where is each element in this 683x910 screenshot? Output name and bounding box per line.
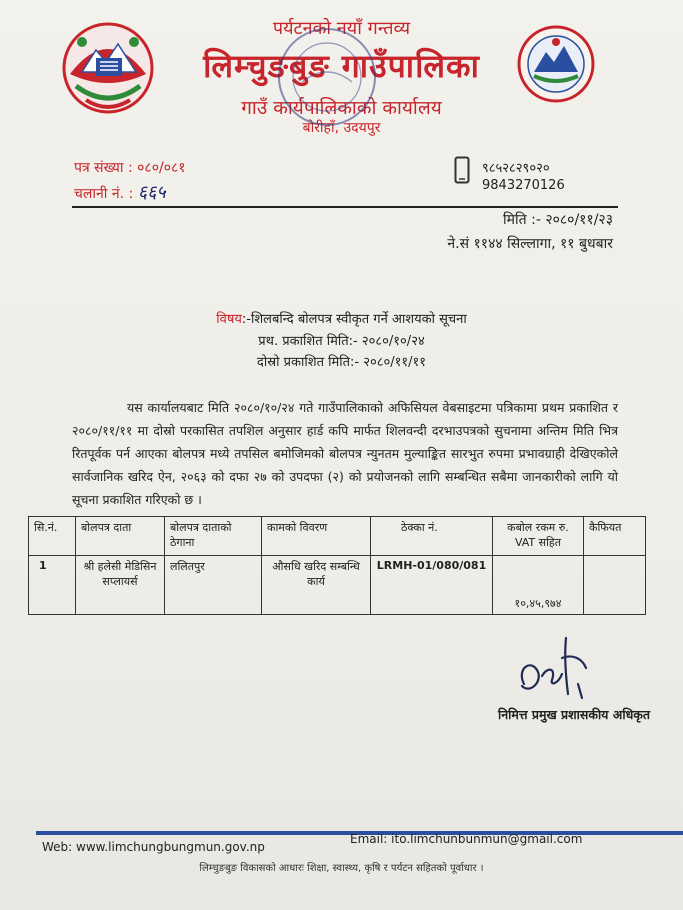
phone-number-nepali: ९८५२८२९०२०	[482, 161, 550, 176]
signatory-title: निमित्त प्रमुख प्रशासकीय अधिकृत	[498, 707, 650, 722]
col-bidder: बोलपत्र दाता	[76, 517, 165, 556]
dispatch-number: चलानी नं. : ६६५	[74, 182, 166, 203]
col-contract-no: ठेक्का नं.	[371, 517, 493, 556]
signature-icon	[512, 628, 602, 708]
mobile-phone-icon	[454, 156, 470, 184]
phone-number: 9843270126	[482, 178, 565, 193]
table-row	[29, 556, 646, 615]
cell-bid-amount: १०,४५,९७४	[493, 556, 584, 615]
office-name: गाउँ कार्यपालिकाको कार्यालय	[241, 97, 442, 119]
cell-sn: 1	[29, 556, 76, 615]
col-sn: सि.नं.	[29, 517, 76, 556]
bid-table	[28, 516, 646, 615]
second-publication-date: दोस्रो प्रकाशित मिति:- २०८०/११/११	[256, 355, 427, 370]
cell-contract-no: LRMH-01/080/081	[371, 556, 493, 615]
cell-bidder-address: ललितपुर	[165, 556, 262, 615]
cell-work-description: औसधि खरिद सम्बन्धि कार्य	[262, 556, 371, 615]
motto: पर्यटनको नयाँ गन्तव्य	[272, 18, 411, 39]
footer-website: Web: www.limchungbungmun.gov.np	[42, 840, 265, 854]
col-bidder-address: बोलपत्र दाताको ठेगाना	[165, 517, 262, 556]
cell-remarks	[584, 556, 646, 615]
municipality-name: लिम्चुङबुङ गाउँपालिका	[203, 47, 480, 85]
office-stamp-icon	[272, 22, 382, 132]
col-remarks: कैफियत	[584, 517, 646, 556]
col-work-description: कामको विवरण	[262, 517, 371, 556]
letter-number: पत्र संख्या : ०८०/०८१	[74, 160, 186, 176]
office-address: बोरीहाँ, उदयपुर	[302, 120, 381, 136]
col-bid-amount: कबोल रकम रु. VAT सहित	[493, 517, 584, 556]
notice-body: यस कार्यालयबाट मिति २०८०/१०/२४ गते गाउँपालिकाको अफिसियल वेबसाइटमा पत्रिकामा प्रथम प्रकाशित र २०८०/११/११ मा दोस्रो परकासित तपशिल अनुसार हार्ड कपि मार्फत शिलवन्दी दरभाउपत्रको सुचनामा अन्तिम मिति भित्र रितपूर्वक पर्न आएका बोलपत्र मध्ये तपसिल बमोजिमको बोलपत्र न्युनतम मुल्याङ्कित सारभुत रुपमा प्रभावग्राही देखिएकोले सार्वजानिक खरिद ऐन, २०६३ को दफा २७ को उपदफा (२) को प्रयोजनको लागि सम्बन्धित सबैमा जानकारीको लागि यो सूचना प्रकाशित गरिएको छ ।	[72, 400, 618, 507]
subject-line: विषय:-शिलबन्दि बोलपत्र स्वीकृत गर्ने आशयको सूचना	[216, 312, 467, 327]
footer-email: Email: ito.limchunbunmun@gmail.com	[350, 832, 583, 846]
letter-date: मिति :- २०८०/११/२३	[503, 212, 613, 228]
cell-bidder: श्री हलेसी मेडिसिन सप्लायर्स	[76, 556, 165, 615]
first-publication-date: प्रथ. प्रकाशित मिति:- २०८०/१०/२४	[258, 334, 425, 349]
nepal-sambat-date: ने.सं ११४४ सिल्लागा, ११ बुधबार	[447, 236, 613, 252]
footer-slogan: लिम्चुङबुङ विकासको आधारः शिक्षा, स्वास्थ्य, कृषि र पर्यटन सहितको पूर्वाधार ।	[199, 863, 484, 874]
table-header-row	[29, 517, 646, 556]
header-divider	[72, 206, 618, 208]
